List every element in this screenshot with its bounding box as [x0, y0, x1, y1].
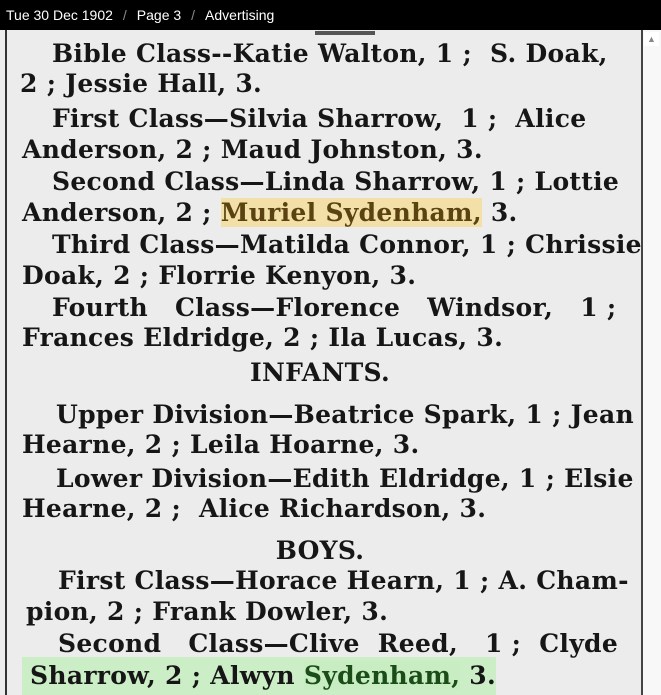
section-heading-boys: BOYS. — [275, 536, 365, 565]
text-line: Second Class—Linda Sharrow, 1 ; Lottie — [52, 167, 620, 196]
breadcrumb-separator: / — [122, 7, 127, 23]
text-line: Bible Class--Katie Walton, 1 ; S. Doak, — [52, 39, 608, 68]
text-line: 2 ; Jessie Hall, 3. — [20, 69, 263, 98]
text-line: Hearne, 2 ; Leila Hoarne, 3. — [22, 430, 420, 459]
text-line: Doak, 2 ; Florrie Kenyon, 3. — [22, 261, 417, 290]
text-line: Fourth Class—Florence Windsor, 1 ; — [52, 293, 617, 322]
text-line: Anderson, 2 ; Maud Johnston, 3. — [22, 135, 483, 164]
breadcrumb-category[interactable]: Advertising — [205, 7, 275, 23]
section-heading-infants: INFANTS. — [250, 358, 390, 387]
text-line: Frances Eldridge, 2 ; Ila Lucas, 3. — [22, 323, 504, 352]
text-line: Hearne, 2 ; Alice Richardson, 3. — [22, 494, 487, 523]
text-line: Lower Division—Edith Eldridge, 1 ; Elsie — [56, 464, 634, 493]
highlighted-name[interactable]: Sydenham, — [303, 661, 461, 690]
text-line: Anderson, 2 ; Muriel Sydenham, 3. — [22, 198, 518, 227]
breadcrumb-separator: / — [191, 7, 196, 23]
text-line: pion, 2 ; Frank Dowler, 3. — [26, 597, 389, 626]
text-line: Sharrow, 2 ; Alwyn Sydenham, 3. — [30, 661, 496, 690]
text-line: Second Class—Clive Reed, 1 ; Clyde — [58, 629, 619, 658]
text-line: Third Class—Matilda Connor, 1 ; Chrissie — [52, 230, 642, 259]
scroll-up-icon[interactable]: ▲ — [644, 32, 659, 46]
clipped-heading-fragment — [300, 30, 390, 38]
highlighted-name[interactable]: Muriel Sydenham, — [220, 198, 482, 227]
text-line: First Class—Horace Hearn, 1 ; A. Cham- — [58, 566, 629, 595]
breadcrumb-page[interactable]: Page 3 — [136, 7, 182, 23]
text-line: First Class—Silvia Sharrow, 1 ; Alice — [52, 104, 587, 133]
breadcrumb-date[interactable]: Tue 30 Dec 1902 — [6, 7, 113, 23]
text-line: Upper Division—Beatrice Spark, 1 ; Jean — [56, 400, 634, 429]
breadcrumb-bar — [0, 0, 661, 30]
